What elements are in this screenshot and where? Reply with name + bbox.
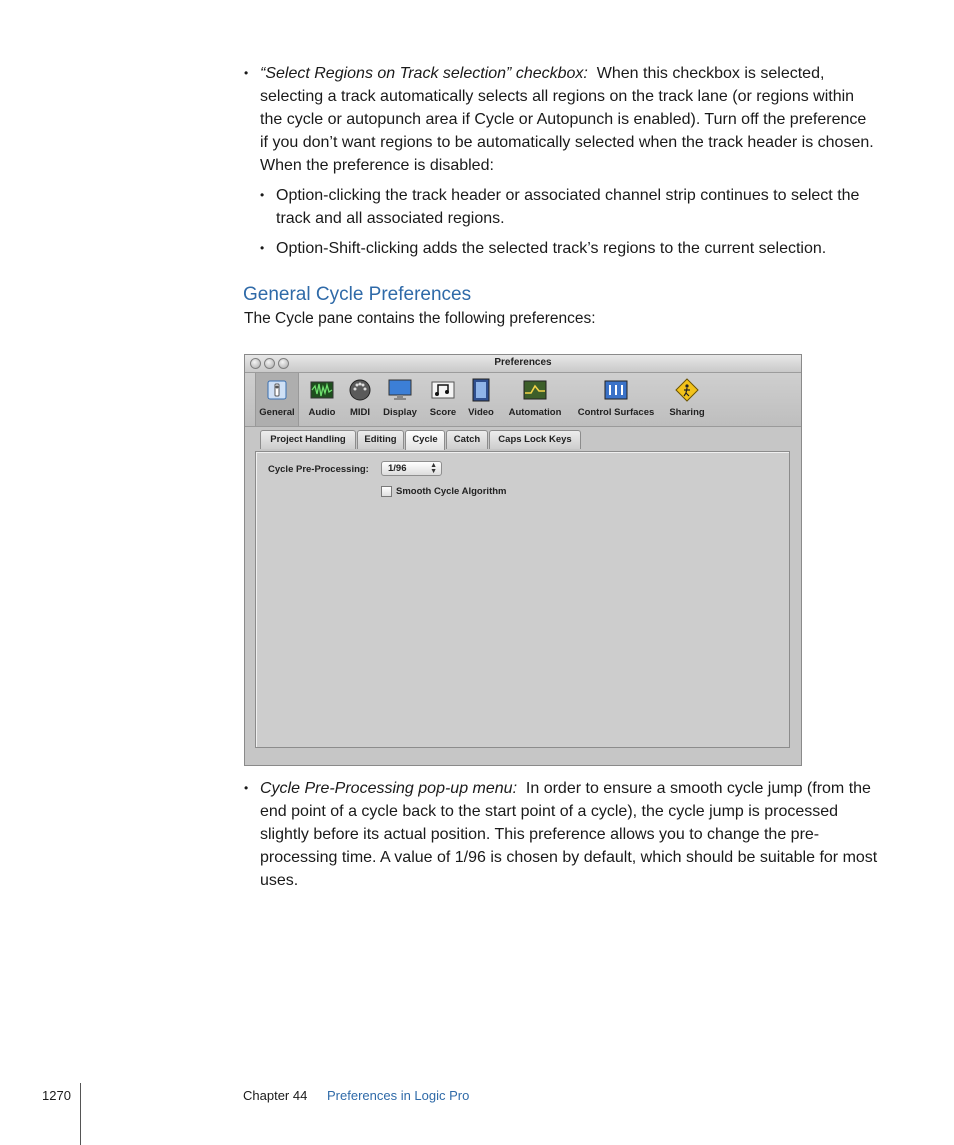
toolbar-label: MIDI [349,407,371,418]
tab-caps-lock-keys[interactable]: Caps Lock Keys [489,430,581,449]
midi-icon [347,377,373,403]
general-icon [264,377,290,403]
toolbar-general[interactable] [255,373,299,426]
preferences-window [244,354,802,766]
page-number: 1270 [42,1088,71,1103]
cycle-preprocessing-label: Cycle Pre-Processing: [268,464,369,475]
toolbar-control-surfaces[interactable] [573,377,659,418]
toolbar-label: Display [383,407,417,418]
tab-editing[interactable]: Editing [357,430,404,449]
toolbar-video[interactable] [464,377,498,418]
tab-catch[interactable]: Catch [446,430,488,449]
toolbar-label: Control Surfaces [577,407,655,418]
footer-divider [80,1083,81,1145]
smooth-cycle-checkbox[interactable] [381,486,392,497]
control-surfaces-icon [603,377,629,403]
toolbar-label: Sharing [669,407,705,418]
sub-bullet-text: Option-clicking the track header or associated channel strip continues to select the track and all associated regions. [276,187,860,227]
bullet-text: In order to ensure a smooth cycle jump (from the end point of a cycle back to the start point of a cycle), the cycle jump is processed slightly before its actual position. This preference allows you to change the pre-processing time. A value of 1/96 is chosen by default, which should be suitable for most uses. [260,780,878,889]
section-heading: General Cycle Preferences [243,284,472,305]
toolbar-automation[interactable] [503,377,567,418]
bullet-dot: • [244,781,249,795]
sub-bullet [260,237,876,260]
bullet-term: “Select Regions on Track selection” checkbox: [260,65,588,82]
bullet-dot: • [244,66,249,80]
sharing-icon [674,377,700,403]
score-icon [430,377,456,403]
sub-bullet [260,184,876,230]
bullet-select-regions [244,62,878,177]
video-icon [468,377,494,403]
tab-project-handling[interactable]: Project Handling [260,430,356,449]
chapter-title-link[interactable]: Preferences in Logic Pro [327,1088,470,1103]
bullet-dot: • [260,188,265,202]
bullet-term: Cycle Pre-Processing pop-up menu: [260,780,518,797]
toolbar-label: General [259,407,295,418]
preferences-toolbar [245,373,801,427]
toolbar-sharing[interactable] [665,377,709,418]
smooth-cycle-label: Smooth Cycle Algorithm [396,486,507,497]
toolbar-score[interactable] [427,377,459,418]
sub-bullet-text: Option-Shift-clicking adds the selected track’s regions to the current selection. [276,240,827,257]
title-bar [245,355,801,373]
updown-arrows-icon: ▲ ▼ [430,462,437,475]
section-intro: The Cycle pane contains the following preferences: [244,310,596,327]
toolbar-label: Automation [508,407,562,418]
display-icon [387,377,413,403]
bullet-text: When this checkbox is selected, selecting a track automatically selects all regions on the track lane (or regions within the cycle or autopunch area if Cycle or Autopunch is enabled). Turn off the preference if you don’t want regions to be automatically selected when the track header is chosen. When the preference is disabled: [260,65,874,174]
chapter-label: Chapter 44 [243,1088,308,1103]
toolbar-midi[interactable] [345,377,375,418]
cycle-pane [255,451,790,748]
automation-icon [522,377,548,403]
toolbar-label: Video [468,407,494,418]
toolbar-label: Score [429,407,457,418]
tab-cycle[interactable]: Cycle [405,430,445,450]
window-title: Preferences [494,357,552,368]
bullet-dot: • [260,241,265,255]
toolbar-display[interactable] [379,377,421,418]
toolbar-audio[interactable] [305,377,339,418]
cycle-preprocessing-value: 1/96 [388,463,407,474]
cycle-preprocessing-popup[interactable] [381,461,442,476]
audio-icon [309,377,335,403]
toolbar-label: Audio [308,407,336,418]
bullet-cycle-preprocessing [244,777,880,892]
